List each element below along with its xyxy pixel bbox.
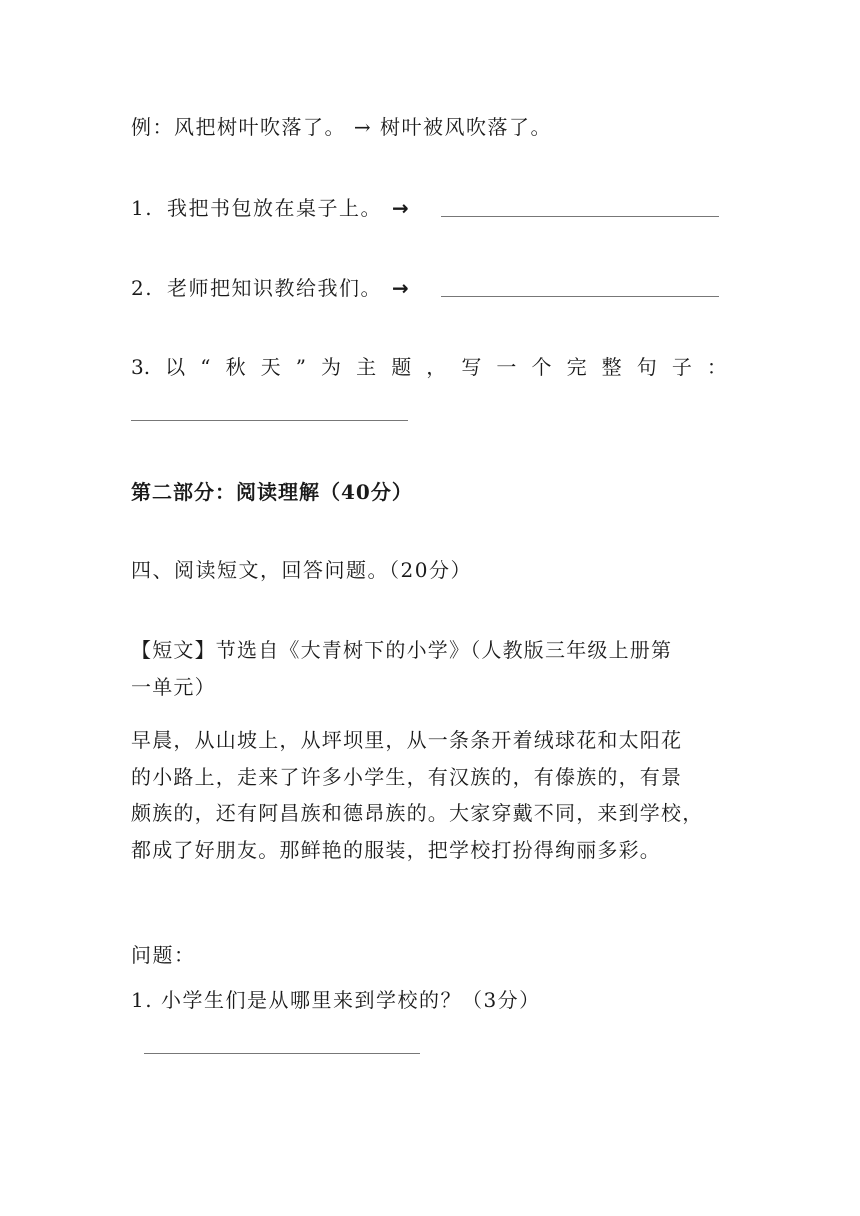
item-sentence: 我把书包放在桌子上。: [167, 196, 382, 220]
item-number: 1.: [131, 196, 154, 220]
passage-line: 的小路上，走来了许多小学生，有汉族的，有傣族的，有景: [131, 764, 683, 789]
item-char: 以: [165, 355, 186, 379]
arrow-icon: →: [392, 196, 411, 220]
passage-source-line: 一单元）: [131, 674, 216, 699]
arrow-icon: →: [392, 276, 411, 300]
item-sentence: 老师把知识教给我们。: [167, 276, 382, 300]
item-char: 主: [356, 355, 377, 379]
exercise-item-2: [131, 278, 418, 298]
item-char: 个: [531, 355, 552, 379]
item-char: 为: [321, 355, 342, 379]
item-char: 秋: [225, 355, 246, 379]
exercise-item-1: [131, 198, 418, 218]
item-number: 3.: [131, 355, 151, 379]
answer-blank-1[interactable]: [441, 216, 719, 217]
item-char: ：: [706, 355, 727, 379]
passage-line: 都成了好朋友。那鲜艳的服装，把学校打扮得绚丽多彩。: [131, 837, 661, 862]
passage-body: [131, 722, 731, 868]
item-char: ”: [295, 355, 306, 379]
passage-line: 早晨，从山坡上，从坪坝里，从一条条开着绒球花和太阳花: [131, 728, 683, 752]
item-char: 天: [260, 355, 281, 379]
answer-blank-2[interactable]: [441, 296, 719, 297]
answer-blank-q1[interactable]: [144, 1053, 420, 1054]
question-1: 1. 小学生们是从哪里来到学校的？（3分）: [131, 988, 541, 1012]
question-heading: 四、阅读短文，回答问题。（20分）: [131, 558, 472, 582]
passage-source-line: 【短文】节选自《大青树下的小学》（人教版三年级上册第: [131, 638, 673, 662]
item-char: 一: [496, 355, 517, 379]
questions-label: 问题：: [131, 943, 196, 967]
passage-line: 颇族的，还有阿昌族和德昂族的。大家穿戴不同，来到学校，: [131, 801, 704, 825]
exercise-item-3: [131, 357, 727, 377]
item-char: 题: [391, 355, 412, 379]
section-title: 第二部分：阅读理解（40分）: [131, 480, 413, 504]
item-char: ，: [426, 355, 447, 379]
item-char: 句: [636, 355, 657, 379]
item-char: 整: [601, 355, 622, 379]
answer-blank-3[interactable]: [131, 420, 408, 421]
item-char: 写: [461, 355, 482, 379]
item-char: 子: [671, 355, 692, 379]
item-char: 完: [566, 355, 587, 379]
passage-source: [131, 632, 731, 705]
item-number: 2.: [131, 276, 154, 300]
item-char: “: [200, 355, 211, 379]
example-sentence: 例：风把树叶吹落了。 → 树叶被风吹落了。: [131, 115, 552, 139]
